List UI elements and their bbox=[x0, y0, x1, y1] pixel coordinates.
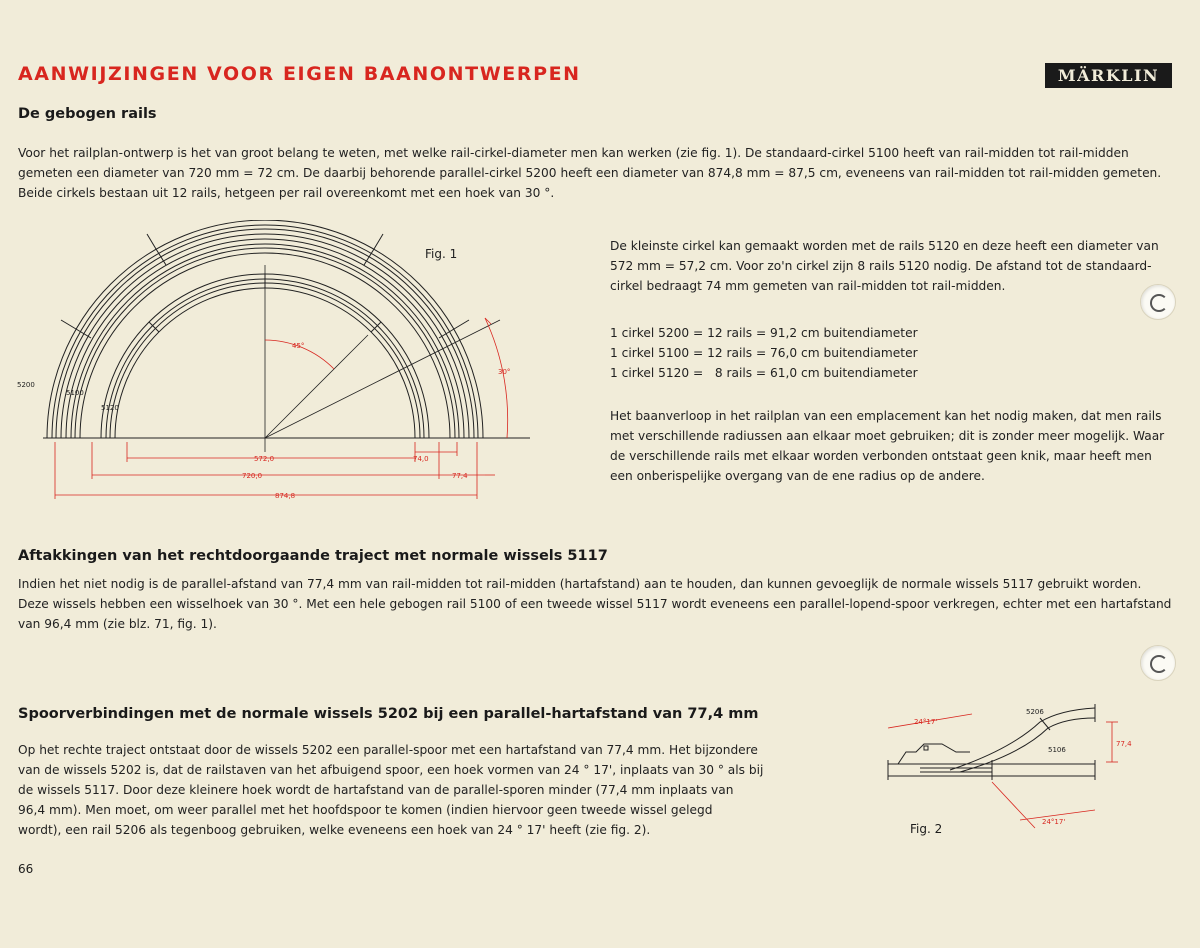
body-line: 96,4 mm). Men moet, om weer parallel met het hoofdspoor te komen (indien hiervoor geen tweede wissel gelegd bbox=[18, 803, 713, 817]
label-45-degrees: 45° bbox=[292, 342, 305, 350]
intro-line: Beide cirkels bestaan uit 12 rails, hetgeen per rail overeenkomt met een hoek van 30 °. bbox=[18, 186, 555, 200]
page-number: 66 bbox=[18, 862, 34, 876]
dim-874-8: 874,8 bbox=[275, 492, 296, 500]
binder-hole bbox=[1140, 645, 1176, 681]
label-5200: 5200 bbox=[17, 381, 35, 389]
fig2-switch-diagram bbox=[880, 700, 1150, 840]
section-heading-branches: Aftakkingen van het rechtdoorgaande traject met normale wissels 5117 bbox=[18, 548, 608, 564]
dim-572: 572,0 bbox=[254, 455, 275, 463]
para-line: Het baanverloop in het railplan van een emplacement kan het nodig maken, dat men rails bbox=[610, 409, 1162, 423]
fig2-angle-top: 24°17' bbox=[914, 718, 938, 726]
intro-line: Voor het railplan-ontwerp is het van groot belang te weten, met welke rail-cirkel-diameter men kan werken (zie fig. 1). De standaard-cirkel 5100 heeft van rail-midden tot rail-midden bbox=[18, 146, 1129, 160]
section3-body bbox=[18, 740, 788, 840]
circle-list-item: 1 cirkel 5200 = 12 rails = 91,2 cm buitendiameter bbox=[610, 326, 918, 340]
circle-list bbox=[610, 323, 1190, 383]
fig2-caption: Fig. 2 bbox=[910, 822, 943, 836]
section1-right-para2 bbox=[610, 406, 1190, 486]
para-line: een onberispelijke overgang van de ene radius op de andere. bbox=[610, 469, 985, 483]
para-line: De kleinste cirkel kan gemaakt worden met de rails 5120 en deze heeft een diameter van bbox=[610, 239, 1159, 253]
section2-body bbox=[18, 574, 1188, 634]
marklin-logo: MÄRKLIN bbox=[1045, 63, 1172, 88]
dim-77-4: 77,4 bbox=[452, 472, 468, 480]
label-5206: 5206 bbox=[1026, 708, 1044, 716]
hole-ring-icon bbox=[1150, 655, 1168, 673]
label-30-degrees: 30° bbox=[498, 368, 511, 376]
body-line: van 96,4 mm (zie blz. 71, fig. 1). bbox=[18, 617, 217, 631]
page-title: AANWIJZINGEN VOOR EIGEN BAANONTWERPEN bbox=[18, 63, 581, 85]
hole-ring-icon bbox=[1150, 294, 1168, 312]
label-5120: 5120 bbox=[101, 404, 119, 412]
fig2-dim-77-4: 77,4 bbox=[1116, 740, 1132, 748]
circle-list-item: 1 cirkel 5100 = 12 rails = 76,0 cm buitendiameter bbox=[610, 346, 918, 360]
intro-line: gemeten een diameter van 720 mm = 72 cm. De daarbij behorende parallel-cirkel 5200 heeft een diameter van 874,8 mm = 87,5 cm, eveneens van rail-midden tot rail-midden gemeten. bbox=[18, 166, 1162, 180]
body-line: van de wissels 5202 is, dat de railstaven van het afbuigend spoor, een hoek vormen van 24 ° 17', inplaats van 30 ° als bij bbox=[18, 763, 764, 777]
body-line: Indien het niet nodig is de parallel-afstand van 77,4 mm van rail-midden tot rail-midden (hartafstand) aan te houden, dan kunnen gevoeglijk de normale wissels 5117 gebruikt worden. bbox=[18, 577, 1142, 591]
circle-list-item: 1 cirkel 5120 = 8 rails = 61,0 cm buitendiameter bbox=[610, 366, 918, 380]
fig1-caption: Fig. 1 bbox=[425, 247, 458, 261]
section1-intro bbox=[18, 143, 1188, 203]
fig1-rail-circles-diagram bbox=[15, 220, 605, 510]
body-line: wordt), een rail 5206 als tegenboog gebruiken, welke eveneens een hoek van 24 ° 17' heeft (zie fig. 2). bbox=[18, 823, 651, 837]
para-line: 572 mm = 57,2 cm. Voor zo'n cirkel zijn 8 rails 5120 nodig. De afstand tot de standaard- bbox=[610, 259, 1152, 273]
label-5106: 5106 bbox=[1048, 746, 1066, 754]
label-5100: 5100 bbox=[66, 389, 84, 397]
fig2-angle-bottom: 24°17' bbox=[1042, 818, 1066, 826]
section-heading-track-connections: Spoorverbindingen met de normale wissels 5202 bij een parallel-hartafstand van 77,4 mm bbox=[18, 706, 759, 722]
para-line: de verschillende rails met elkaar worden verbonden ontstaat geen knik, maar heeft men bbox=[610, 449, 1152, 463]
para-line: cirkel bedraagt 74 mm gemeten van rail-midden tot rail-midden. bbox=[610, 279, 1006, 293]
dim-74: 74,0 bbox=[413, 455, 429, 463]
para-line: met verschillende radiussen aan elkaar moet gebruiken; dit is zonder meer mogelijk. Waar bbox=[610, 429, 1165, 443]
body-line: Deze wissels hebben een wisselhoek van 30 °. Met een hele gebogen rail 5100 of een tweede wissel 5117 wordt eveneens een parallel-lopend-spoor verkregen, echter met een hartafstand bbox=[18, 597, 1172, 611]
section1-right-para1 bbox=[610, 236, 1190, 296]
dim-720: 720,0 bbox=[242, 472, 263, 480]
body-line: de wissels 5117. Door deze kleinere hoek wordt de hartafstand van de parallel-sporen minder (77,4 mm inplaats van bbox=[18, 783, 734, 797]
body-line: Op het rechte traject ontstaat door de wissels 5202 een parallel-spoor met een hartafstand van 77,4 mm. Het bijzondere bbox=[18, 743, 758, 757]
binder-hole bbox=[1140, 284, 1176, 320]
section-heading-curved-rails: De gebogen rails bbox=[18, 106, 157, 122]
